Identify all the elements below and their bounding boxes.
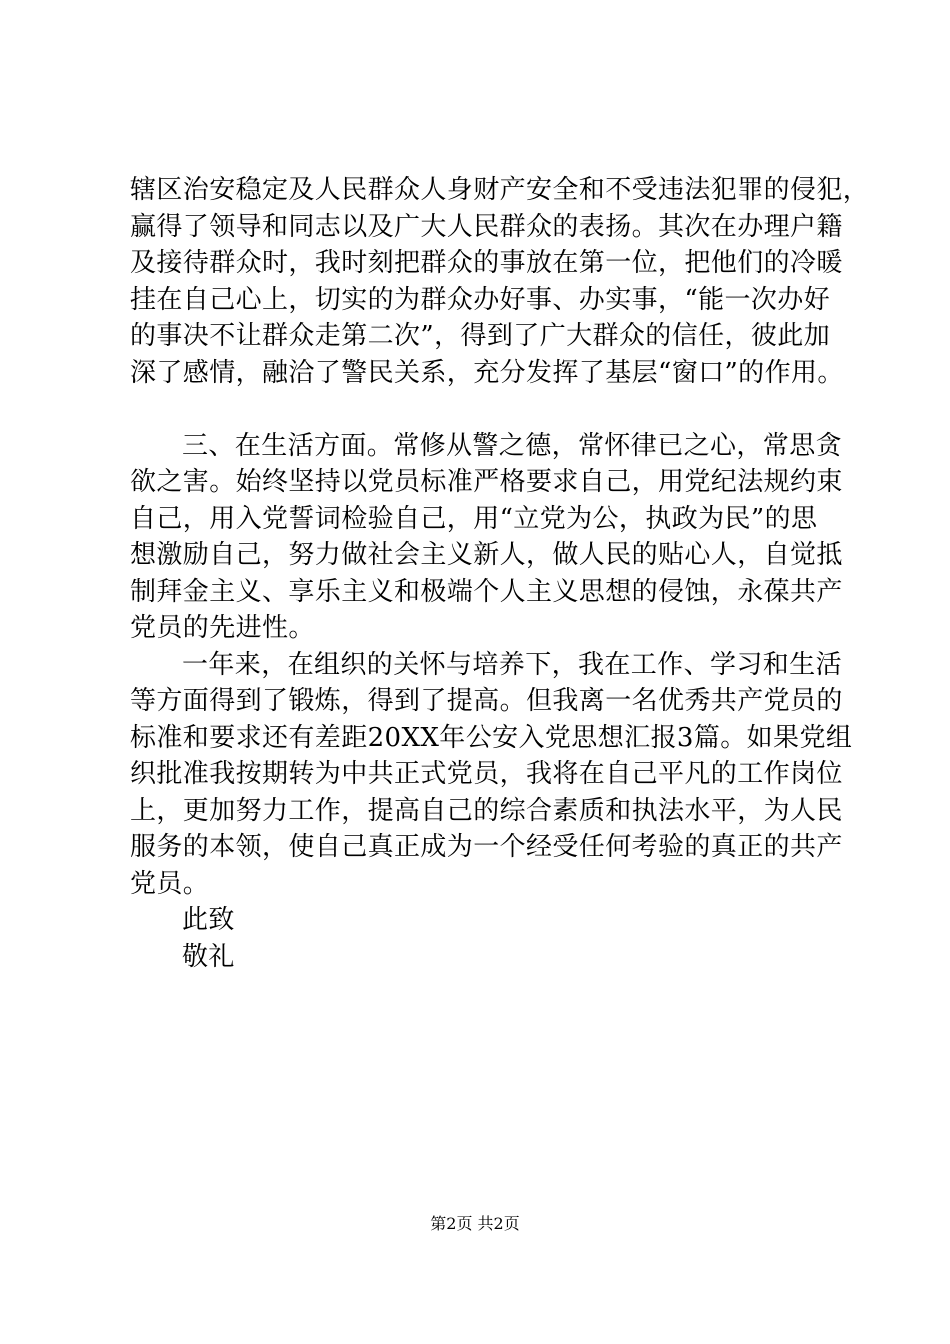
- text-line: 制拜金主义、享乐主义和极端个人主义思想的侵蚀，永葆共产: [130, 576, 843, 607]
- text-line: 赢得了领导和同志以及广大人民群众的表扬。其次在办理户籍: [130, 211, 843, 242]
- document-body: [130, 172, 870, 975]
- closing-salutation: 此致: [182, 905, 235, 935]
- paragraph-summary: [130, 647, 853, 903]
- text-line: 党员的先进性。: [130, 613, 315, 643]
- text-line: 一年来，在组织的关怀与培养下，我在工作、学习和生活: [182, 649, 843, 680]
- text-line: 深了感情，融洽了警民关系，充分发挥了基层“窗口”的作用。: [130, 357, 844, 388]
- text-line: 自己，用入党誓词检验自己，用“立党为公，执政为民”的思: [130, 503, 818, 534]
- text-line: 想激励自己，努力做社会主义新人，做人民的贴心人，自觉抵: [130, 540, 843, 570]
- text-line: 标准和要求还有差距20XX年公安入党思想汇报3篇。如果党组: [130, 722, 853, 753]
- text-line: 挂在自己心上，切实的为群众办好事、办实事，“能一次办好: [130, 284, 831, 315]
- text-line: 服务的本领，使自己真正成为一个经受任何考验的真正的共产: [130, 832, 843, 862]
- text-line: 及接待群众时，我时刻把群众的事放在第一位，把他们的冷暖: [130, 248, 843, 278]
- closing-regards: 敬礼: [182, 941, 235, 972]
- text-line: 党员。: [130, 868, 210, 899]
- text-line: 欲之害。始终坚持以党员标准严格要求自己，用党纪法规约束: [130, 467, 843, 497]
- text-line: 等方面得到了锻炼，得到了提高。但我离一名优秀共产党员的: [130, 686, 843, 716]
- paragraph-public-service: [130, 172, 870, 391]
- text-line: 三、在生活方面。常修从警之德，常怀律已之心，常思贪: [182, 430, 843, 461]
- text-line: 的事决不让群众走第二次”，得到了广大群众的信任，彼此加: [130, 321, 831, 351]
- page-number-footer: 第2页 共2页: [430, 1214, 520, 1233]
- paragraph-life-aspect: [130, 428, 843, 647]
- text-line: 上，更加努力工作，提高自己的综合素质和执法水平，为人民: [130, 795, 843, 826]
- text-line: 织批准我按期转为中共正式党员，我将在自己平凡的工作岗位: [130, 759, 843, 789]
- paragraph-spacer: [130, 391, 830, 428]
- text-line: 辖区治安稳定及人民群众人身财产安全和不受违法犯罪的侵犯，: [130, 175, 870, 205]
